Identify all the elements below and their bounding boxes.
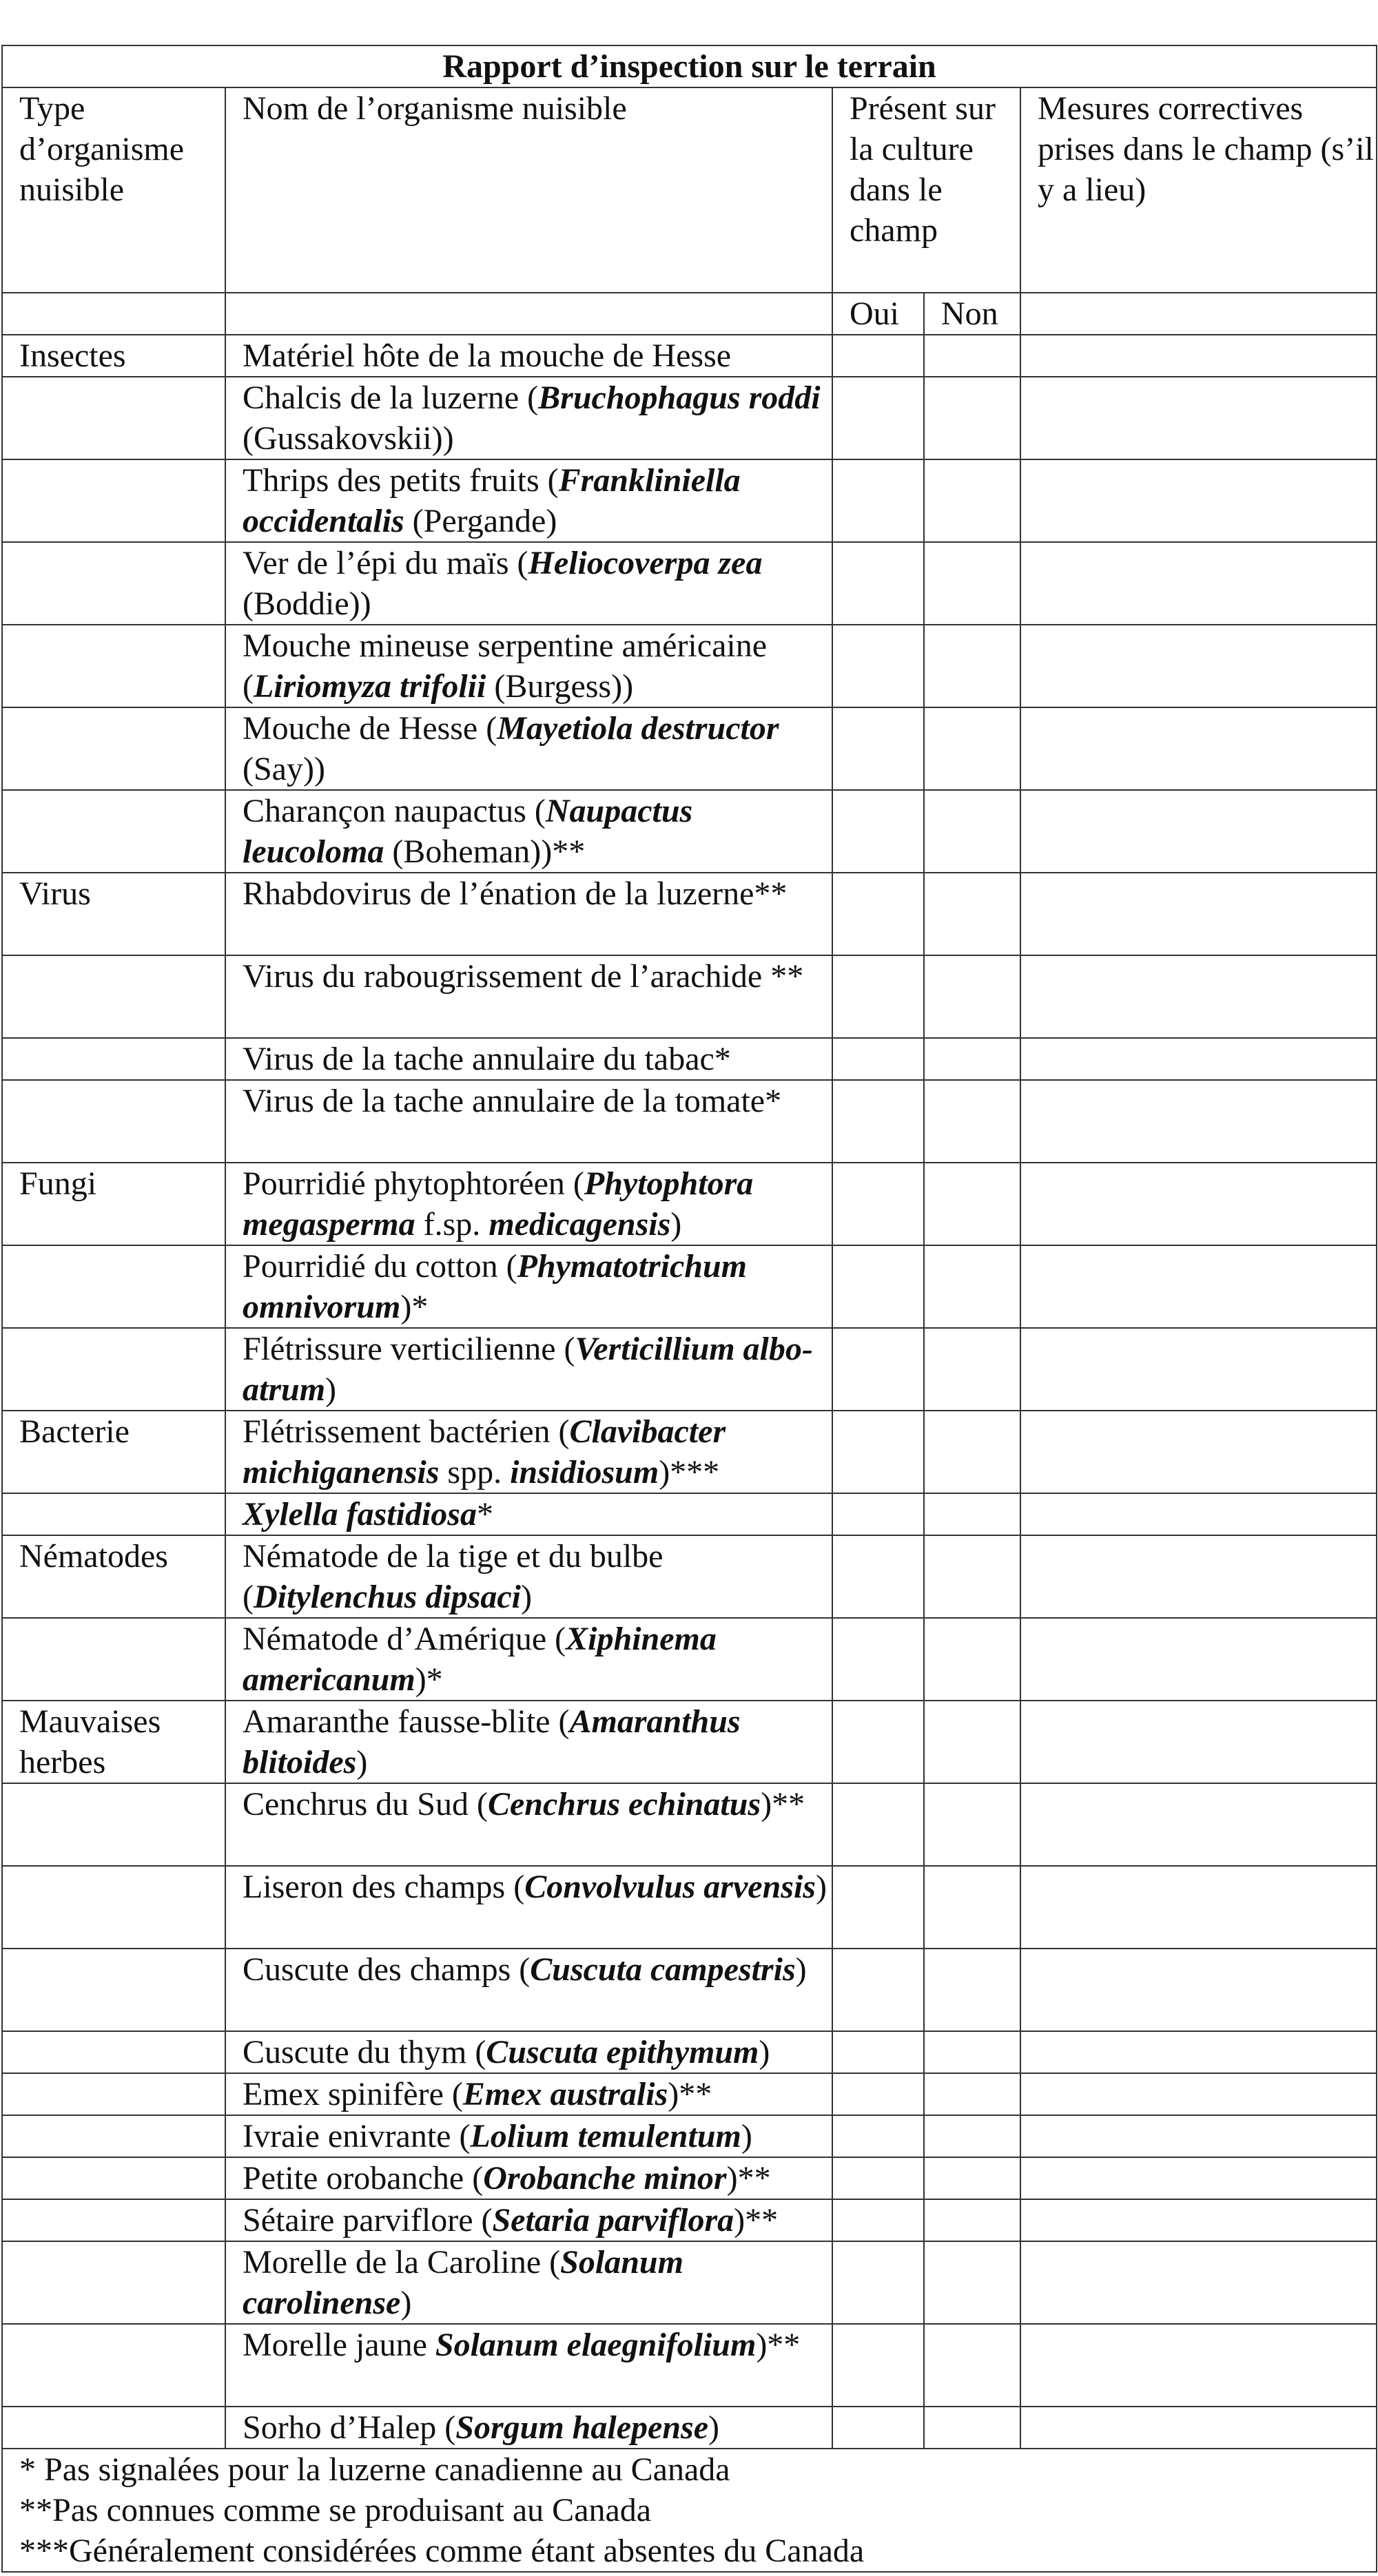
scientific-name: Xylella fastidiosa [243, 1496, 477, 1533]
table-row [2, 1411, 1377, 1493]
table-row [2, 2241, 1377, 2324]
corrective-measures-cell[interactable] [1020, 2073, 1377, 2115]
pest-type-cell [2, 1783, 225, 1866]
pest-name-text: Nématode de la tige et du bulbe ( [243, 1538, 664, 1615]
table-row [2, 1328, 1377, 1411]
pest-type-cell [2, 707, 225, 790]
present-yes-cell[interactable] [832, 625, 924, 707]
present-yes-cell[interactable] [832, 1618, 924, 1701]
pest-type-cell [2, 2199, 225, 2241]
pest-name-text: Mouche de Hesse ( [243, 710, 497, 747]
pest-name-text: )** [668, 2076, 712, 2112]
pest-type-cell [2, 377, 225, 459]
table-row [2, 2324, 1377, 2407]
pest-type-cell [2, 2073, 225, 2115]
corrective-measures-cell[interactable] [1020, 335, 1377, 377]
pest-name-text: Nématode d’Amérique ( [243, 1621, 566, 1657]
table-row [2, 2157, 1377, 2199]
pest-name-text: Virus de la tache annulaire de la tomate* [243, 1083, 782, 1119]
pest-type-cell [2, 1949, 225, 2031]
header-yes: Oui [832, 293, 924, 335]
present-yes-cell[interactable] [832, 377, 924, 459]
pest-name-text: Ivraie enivrante ( [243, 2118, 471, 2154]
pest-name-text: )* [415, 1661, 443, 1698]
present-no-cell[interactable] [924, 542, 1020, 625]
pest-type-cell [2, 1328, 225, 1411]
present-yes-cell[interactable] [832, 2031, 924, 2073]
present-no-cell[interactable] [924, 2407, 1020, 2449]
scientific-name: Phymatotrichum omnivorum [243, 1248, 747, 1325]
present-yes-cell[interactable] [832, 2199, 924, 2241]
present-no-cell[interactable] [924, 1493, 1020, 1535]
present-no-cell[interactable] [924, 335, 1020, 377]
pest-name-text: )** [756, 2327, 801, 2363]
present-yes-cell[interactable] [832, 1535, 924, 1618]
corrective-measures-cell[interactable] [1020, 1618, 1377, 1701]
present-no-cell[interactable] [924, 1701, 1020, 1783]
pest-type-cell [2, 955, 225, 1038]
scientific-name: Cuscuta epithymum [486, 2034, 759, 2070]
pest-name-text: Sétaire parviflore ( [243, 2202, 493, 2239]
table-row [2, 707, 1377, 790]
scientific-name: Cuscuta campestris [530, 1951, 796, 1988]
present-no-cell[interactable] [924, 1411, 1020, 1493]
pest-name-text: (Boheman))** [384, 833, 586, 870]
present-no-cell[interactable] [924, 2199, 1020, 2241]
scientific-name: Convolvulus arvensis [524, 1869, 816, 1905]
header-corrective-measures: Mesures correctives prises dans le champ (s’il y a lieu) [1020, 87, 1377, 293]
present-no-cell[interactable] [924, 2115, 1020, 2157]
scientific-name: Emex australis [462, 2076, 668, 2112]
present-yes-cell[interactable] [832, 955, 924, 1038]
inspection-report-table [1, 45, 1377, 2573]
footnote-1: * Pas signalées pour la luzerne canadienne au Canada [19, 2451, 730, 2488]
present-yes-cell[interactable] [832, 1080, 924, 1163]
present-yes-cell[interactable] [832, 2115, 924, 2157]
pest-name-cell [225, 1245, 832, 1328]
scientific-name: Amaranthus blitoides [243, 1703, 741, 1780]
pest-name-cell [225, 2241, 832, 2324]
corrective-measures-cell[interactable] [1020, 1245, 1377, 1328]
present-no-cell[interactable] [924, 1949, 1020, 2031]
corrective-measures-cell[interactable] [1020, 377, 1377, 459]
corrective-measures-cell[interactable] [1020, 459, 1377, 542]
footnote-3: ***Généralement considérées comme étant absentes du Canada [19, 2533, 865, 2569]
pest-name-cell [225, 625, 832, 707]
present-yes-cell[interactable] [832, 1783, 924, 1866]
pest-type-cell [2, 1493, 225, 1535]
table-row [2, 2115, 1377, 2157]
pest-type-cell: Mauvaises herbes [2, 1701, 225, 1783]
pest-type-cell [2, 1245, 225, 1328]
pest-name-cell [225, 1493, 832, 1535]
pest-name-cell [225, 1866, 832, 1949]
corrective-measures-cell[interactable] [1020, 1080, 1377, 1163]
pest-type-cell [2, 2157, 225, 2199]
corrective-measures-cell[interactable] [1020, 1949, 1377, 2031]
corrective-measures-cell[interactable] [1020, 2407, 1377, 2449]
present-no-cell[interactable] [924, 873, 1020, 955]
pest-type-cell [2, 1866, 225, 1949]
corrective-measures-cell[interactable] [1020, 1701, 1377, 1783]
present-yes-cell[interactable] [832, 2407, 924, 2449]
pest-name-cell [225, 790, 832, 873]
pest-name-text: Pourridié phytophtoréen ( [243, 1165, 584, 1202]
pest-name-cell [225, 707, 832, 790]
scientific-name: Liriomyza trifolii [253, 668, 486, 705]
present-no-cell[interactable] [924, 955, 1020, 1038]
pest-type-cell [2, 625, 225, 707]
pest-name-cell [225, 459, 832, 542]
pest-name-text: ) [325, 1371, 337, 1408]
present-no-cell[interactable] [924, 707, 1020, 790]
pest-name-cell [225, 1328, 832, 1411]
pest-name-cell [225, 335, 832, 377]
scientific-name: medicagensis [489, 1206, 671, 1243]
pest-name-cell [225, 2031, 832, 2073]
scientific-name: Orobanche minor [483, 2160, 727, 2196]
corrective-measures-cell[interactable] [1020, 2115, 1377, 2157]
pest-type-cell [2, 2031, 225, 2073]
pest-name-cell [225, 377, 832, 459]
pest-type-cell [2, 542, 225, 625]
pest-name-text: ) [356, 1744, 368, 1780]
pest-name-text: Cuscute des champs ( [243, 1951, 531, 1988]
pest-name-text: Ver de l’épi du maïs ( [243, 545, 528, 581]
present-no-cell[interactable] [924, 459, 1020, 542]
corrective-measures-cell[interactable] [1020, 1038, 1377, 1080]
pest-name-text: ) [815, 1869, 827, 1905]
pest-name-text: Rhabdovirus de l’énation de la luzerne** [243, 875, 788, 912]
pest-name-text: Virus de la tache annulaire du tabac* [243, 1041, 731, 1077]
pest-name-cell [225, 1618, 832, 1701]
scientific-name: Heliocoverpa zea [528, 545, 763, 581]
corrective-measures-cell[interactable] [1020, 873, 1377, 955]
pest-name-text: ) [670, 1206, 682, 1243]
pest-name-cell [225, 1411, 832, 1493]
pest-name-cell [225, 1163, 832, 1245]
pest-name-text: ) [795, 1951, 807, 1988]
present-no-cell[interactable] [924, 1038, 1020, 1080]
pest-name-cell [225, 873, 832, 955]
pest-name-text: )** [734, 2202, 779, 2239]
pest-type-cell [2, 2324, 225, 2407]
table-row [2, 1163, 1377, 1245]
corrective-measures-cell[interactable] [1020, 1163, 1377, 1245]
corrective-measures-cell[interactable] [1020, 2324, 1377, 2407]
pest-name-text: Petite orobanche ( [243, 2160, 484, 2196]
pest-name-text: Cenchrus du Sud ( [243, 1786, 488, 1822]
pest-name-text: )*** [659, 1454, 720, 1490]
present-no-cell[interactable] [924, 790, 1020, 873]
present-yes-cell[interactable] [832, 873, 924, 955]
present-no-cell[interactable] [924, 2324, 1020, 2407]
scientific-name: Solanum carolinense [243, 2244, 683, 2321]
corrective-measures-cell[interactable] [1020, 2241, 1377, 2324]
table-row [2, 1535, 1377, 1618]
pest-name-cell [225, 1949, 832, 2031]
table-row [2, 790, 1377, 873]
pest-name-text: )** [761, 1786, 805, 1822]
present-yes-cell[interactable] [832, 790, 924, 873]
table-row [2, 1493, 1377, 1535]
corrective-measures-cell[interactable] [1020, 542, 1377, 625]
pest-name-text: ) [521, 1579, 532, 1615]
corrective-measures-cell[interactable] [1020, 1411, 1377, 1493]
present-no-cell[interactable] [924, 1080, 1020, 1163]
present-no-cell[interactable] [924, 1163, 1020, 1245]
table-row [2, 2199, 1377, 2241]
pest-name-cell [225, 2199, 832, 2241]
present-no-cell[interactable] [924, 1618, 1020, 1701]
table-row [2, 1866, 1377, 1949]
present-yes-cell[interactable] [832, 1038, 924, 1080]
present-yes-cell[interactable] [832, 1701, 924, 1783]
footnotes [2, 2449, 1377, 2572]
scientific-name: Phytophtora megasperma [243, 1165, 754, 1243]
pest-name-text: spp. [439, 1454, 511, 1490]
present-no-cell[interactable] [924, 2157, 1020, 2199]
present-yes-cell[interactable] [832, 2073, 924, 2115]
pest-type-cell: Fungi [2, 1163, 225, 1245]
corrective-measures-cell[interactable] [1020, 1493, 1377, 1535]
pest-name-text: ) [400, 2285, 412, 2321]
pest-name-text: Virus du rabougrissement de l’arachide ** [243, 958, 804, 995]
corrective-measures-cell[interactable] [1020, 2199, 1377, 2241]
pest-name-text: * [476, 1496, 493, 1533]
pest-name-text: Morelle jaune [243, 2327, 435, 2363]
table-row [2, 2031, 1377, 2073]
footnote-2: **Pas connues comme se produisant au Canada [19, 2492, 652, 2528]
scientific-name: Cenchrus echinatus [487, 1786, 761, 1822]
pest-type-cell [2, 2241, 225, 2324]
scientific-name: insidiosum [510, 1454, 659, 1490]
pest-name-text: Chalcis de la luzerne ( [243, 380, 539, 416]
table-row [2, 1783, 1377, 1866]
pest-name-text: ) [741, 2118, 752, 2154]
present-yes-cell[interactable] [832, 2241, 924, 2324]
corrective-measures-cell[interactable] [1020, 1783, 1377, 1866]
pest-type-cell: Nématodes [2, 1535, 225, 1618]
pest-name-text: Amaranthe fausse-blite ( [243, 1703, 570, 1740]
corrective-measures-cell[interactable] [1020, 1328, 1377, 1411]
present-yes-cell[interactable] [832, 1163, 924, 1245]
pest-name-cell [225, 2407, 832, 2449]
table-row [2, 1080, 1377, 1163]
pest-name-cell [225, 542, 832, 625]
corrective-measures-cell[interactable] [1020, 625, 1377, 707]
scientific-name: Bruchophagus roddi [538, 380, 821, 416]
table-row [2, 459, 1377, 542]
table-row [2, 955, 1377, 1038]
scientific-name: Mayetiola destructor [497, 710, 779, 747]
table-row [2, 377, 1377, 459]
pest-type-cell: Bacterie [2, 1411, 225, 1493]
corrective-measures-cell[interactable] [1020, 955, 1377, 1038]
corrective-measures-cell[interactable] [1020, 1866, 1377, 1949]
present-yes-cell[interactable] [832, 1949, 924, 2031]
subheader-blank-type [2, 293, 225, 335]
table-row [2, 1949, 1377, 2031]
pest-name-cell [225, 1783, 832, 1866]
present-yes-cell[interactable] [832, 1493, 924, 1535]
pest-name-cell [225, 2157, 832, 2199]
scientific-name: Setaria parviflora [492, 2202, 734, 2239]
present-no-cell[interactable] [924, 2031, 1020, 2073]
pest-name-cell [225, 1535, 832, 1618]
pest-type-cell [2, 1038, 225, 1080]
table-row [2, 2407, 1377, 2449]
present-no-cell[interactable] [924, 377, 1020, 459]
pest-type-cell [2, 2407, 225, 2449]
scientific-name: Verticillium albo-atrum [243, 1331, 813, 1408]
scientific-name: Lolium temulentum [470, 2118, 741, 2154]
corrective-measures-cell[interactable] [1020, 1535, 1377, 1618]
pest-type-cell [2, 459, 225, 542]
pest-name-text: Morelle de la Caroline ( [243, 2244, 561, 2281]
pest-type-cell [2, 2115, 225, 2157]
pest-type-cell: Insectes [2, 335, 225, 377]
present-no-cell[interactable] [924, 625, 1020, 707]
table-row [2, 1618, 1377, 1701]
pest-name-cell [225, 1038, 832, 1080]
pest-name-text: Flétrissement bactérien ( [243, 1413, 570, 1450]
scientific-name: Naupactus leucoloma [243, 793, 693, 870]
present-yes-cell[interactable] [832, 1866, 924, 1949]
present-no-cell[interactable] [924, 1866, 1020, 1949]
pest-name-text: f.sp. [415, 1206, 489, 1243]
scientific-name: Xiphinema americanum [243, 1621, 717, 1698]
present-yes-cell[interactable] [832, 335, 924, 377]
table-row [2, 542, 1377, 625]
pest-name-text: Pourridié du cotton ( [243, 1248, 517, 1285]
pest-rows [2, 335, 1377, 2449]
pest-name-cell [225, 1080, 832, 1163]
pest-type-cell [2, 1080, 225, 1163]
pest-name-text: (Pergande) [404, 503, 557, 539]
pest-name-text: ) [759, 2034, 770, 2070]
pest-name-text: Cuscute du thym ( [243, 2034, 486, 2070]
pest-name-text: Liseron des champs ( [243, 1869, 525, 1905]
pest-name-text: (Burgess)) [486, 668, 634, 705]
present-no-cell[interactable] [924, 1328, 1020, 1411]
table-row [2, 335, 1377, 377]
table-row [2, 1245, 1377, 1328]
present-no-cell[interactable] [924, 2073, 1020, 2115]
scientific-name: Ditylenchus dipsaci [253, 1579, 521, 1615]
table-row [2, 625, 1377, 707]
present-yes-cell[interactable] [832, 2324, 924, 2407]
pest-name-cell [225, 2115, 832, 2157]
present-yes-cell[interactable] [832, 2157, 924, 2199]
pest-name-text: Matériel hôte de la mouche de Hesse [243, 337, 732, 374]
subheader-blank-measures [1020, 293, 1377, 335]
pest-name-cell [225, 1701, 832, 1783]
present-yes-cell[interactable] [832, 1328, 924, 1411]
pest-name-text: Sorho d’Halep ( [243, 2409, 456, 2446]
scientific-name: Solanum elaegnifolium [435, 2327, 757, 2363]
pest-name-text: Thrips des petits fruits ( [243, 462, 559, 499]
present-yes-cell[interactable] [832, 1245, 924, 1328]
pest-name-text: Mouche mineuse serpentine américaine ( [243, 627, 768, 705]
header-pest-type: Type d’organisme nuisible [2, 87, 225, 293]
present-yes-cell[interactable] [832, 1411, 924, 1493]
pest-name-cell [225, 2324, 832, 2407]
scientific-name: Frankliniella occidentalis [243, 462, 741, 539]
present-yes-cell[interactable] [832, 707, 924, 790]
table-row [2, 1701, 1377, 1783]
pest-type-cell [2, 1618, 225, 1701]
pest-name-text: Flétrissure verticilienne ( [243, 1331, 575, 1367]
present-no-cell[interactable] [924, 1535, 1020, 1618]
pest-name-text: ) [708, 2409, 719, 2446]
header-no: Non [924, 293, 1020, 335]
pest-name-text: (Boddie)) [243, 585, 371, 622]
header-present-in-field: Présent sur la culture dans le champ [832, 87, 1020, 293]
table-row [2, 873, 1377, 955]
pest-name-cell [225, 2073, 832, 2115]
pest-name-text: )** [726, 2160, 771, 2196]
present-no-cell[interactable] [924, 2241, 1020, 2324]
pest-name-text: Emex spinifère ( [243, 2076, 463, 2112]
pest-name-text: (Say)) [243, 751, 325, 787]
pest-name-cell [225, 955, 832, 1038]
header-pest-name: Nom de l’organisme nuisible [225, 87, 832, 293]
pest-type-cell: Virus [2, 873, 225, 955]
pest-type-cell [2, 790, 225, 873]
report-title: Rapport d’inspection sur le terrain [2, 45, 1377, 87]
table-row [2, 1038, 1377, 1080]
table-row [2, 2073, 1377, 2115]
corrective-measures-cell[interactable] [1020, 790, 1377, 873]
present-yes-cell[interactable] [832, 459, 924, 542]
corrective-measures-cell[interactable] [1020, 2157, 1377, 2199]
pest-name-text: Charançon naupactus ( [243, 793, 546, 829]
corrective-measures-cell[interactable] [1020, 2031, 1377, 2073]
pest-name-text: )* [400, 1289, 429, 1325]
scientific-name: Sorgum halepense [455, 2409, 708, 2446]
present-no-cell[interactable] [924, 1245, 1020, 1328]
present-yes-cell[interactable] [832, 542, 924, 625]
subheader-blank-name [225, 293, 832, 335]
pest-name-text: (Gussakovskii)) [243, 420, 454, 457]
corrective-measures-cell[interactable] [1020, 707, 1377, 790]
present-no-cell[interactable] [924, 1783, 1020, 1866]
scientific-name: Clavibacter michiganensis [243, 1413, 726, 1490]
